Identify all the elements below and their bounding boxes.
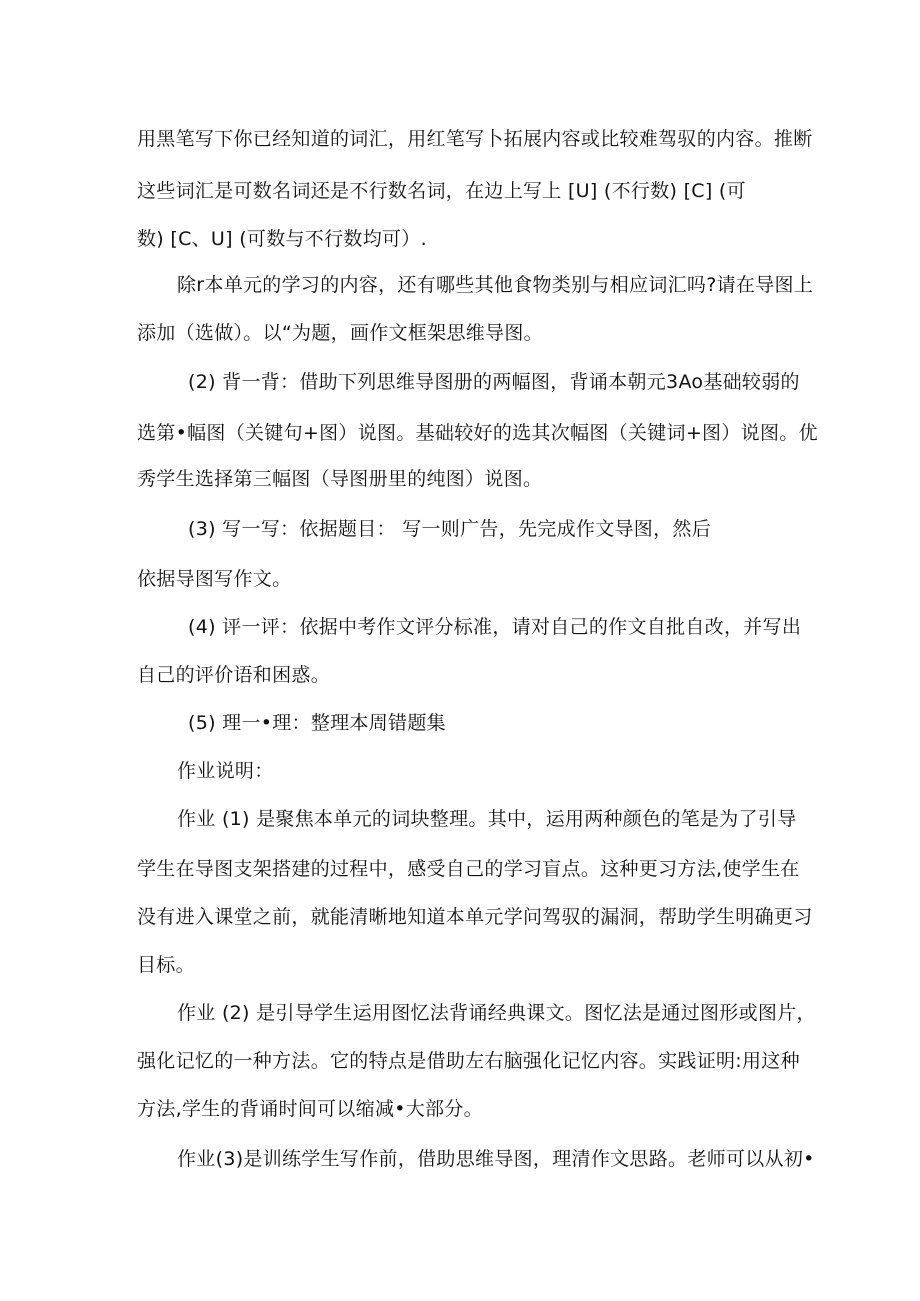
text-line-5: 添加（选做）。以“为题，画作文框架思维导图。 [137,322,543,344]
text-line-16: 学生在导图支架搭建的过程中，感受自己的学习盲点。这种更习方法,使学生在 [137,858,800,880]
text-line-8: 秀学生选择第三幅图（导图册里的纯图）说图。 [137,468,543,490]
text-line-20: 强化记忆的一种方法。它的特点是借助左右脑强化记忆内容。实践证明:用这种 [137,1050,800,1072]
text-line-9: (3) 写一写：依据题目： 写一则广告，先完成作文导图，然后 [188,518,711,540]
text-line-1: 用黑笔写下你已经知道的词汇，用红笔写卜拓展内容或比较难驾驭的内容。推断 [137,128,813,150]
text-line-4: 除r本单元的学习的内容，还有哪些其他食物类别与相应词汇吗?请在导图上 [177,274,814,296]
text-line-21: 方法,学生的背诵时间可以缩减•大部分。 [137,1098,483,1120]
text-line-10: 依据导图写作文。 [137,568,292,590]
text-line-12: 自己的评价语和困惑。 [137,664,331,686]
text-line-15: 作业 (1) 是聚焦本单元的词块整理。其中，运用两种颜色的笔是为了引导 [177,808,797,830]
text-line-11: (4) 评一评：依据中考作文评分标准，请对自己的作文自批自改，并写出 [188,616,802,638]
text-line-22: 作业(3)是训练学生写作前，借助思维导图，理清作文思路。老师可以从初• [177,1148,815,1170]
text-line-18: 目标。 [137,954,195,976]
text-line-17: 没有进入课堂之前，就能清晰地知道本单元学问驾驭的漏洞，帮助学生明确更习 [137,906,813,928]
text-line-7: 选第•幅图（关键句+图）说图。基础较好的选其次幅图（关键词+图）说图。优 [137,422,818,444]
text-line-13: (5) 理一•理：整理本周错题集 [188,712,446,734]
text-line-19: 作业 (2) 是引导学生运用图忆法背诵经典课文。图忆法是通过图形或图片， [177,1002,816,1024]
text-line-14: 作业说明： [177,760,274,782]
text-line-3: 数) [C、U] (可数与不行数均可）. [137,228,427,250]
text-line-2: 这些词汇是可数名词还是不行数名词，在边上写上 [U] (不行数) [C] (可 [137,180,746,202]
text-line-6: (2) 背一背：借助下列思维导图册的两幅图，背诵本朝元3Ao基础较弱的 [188,371,800,393]
